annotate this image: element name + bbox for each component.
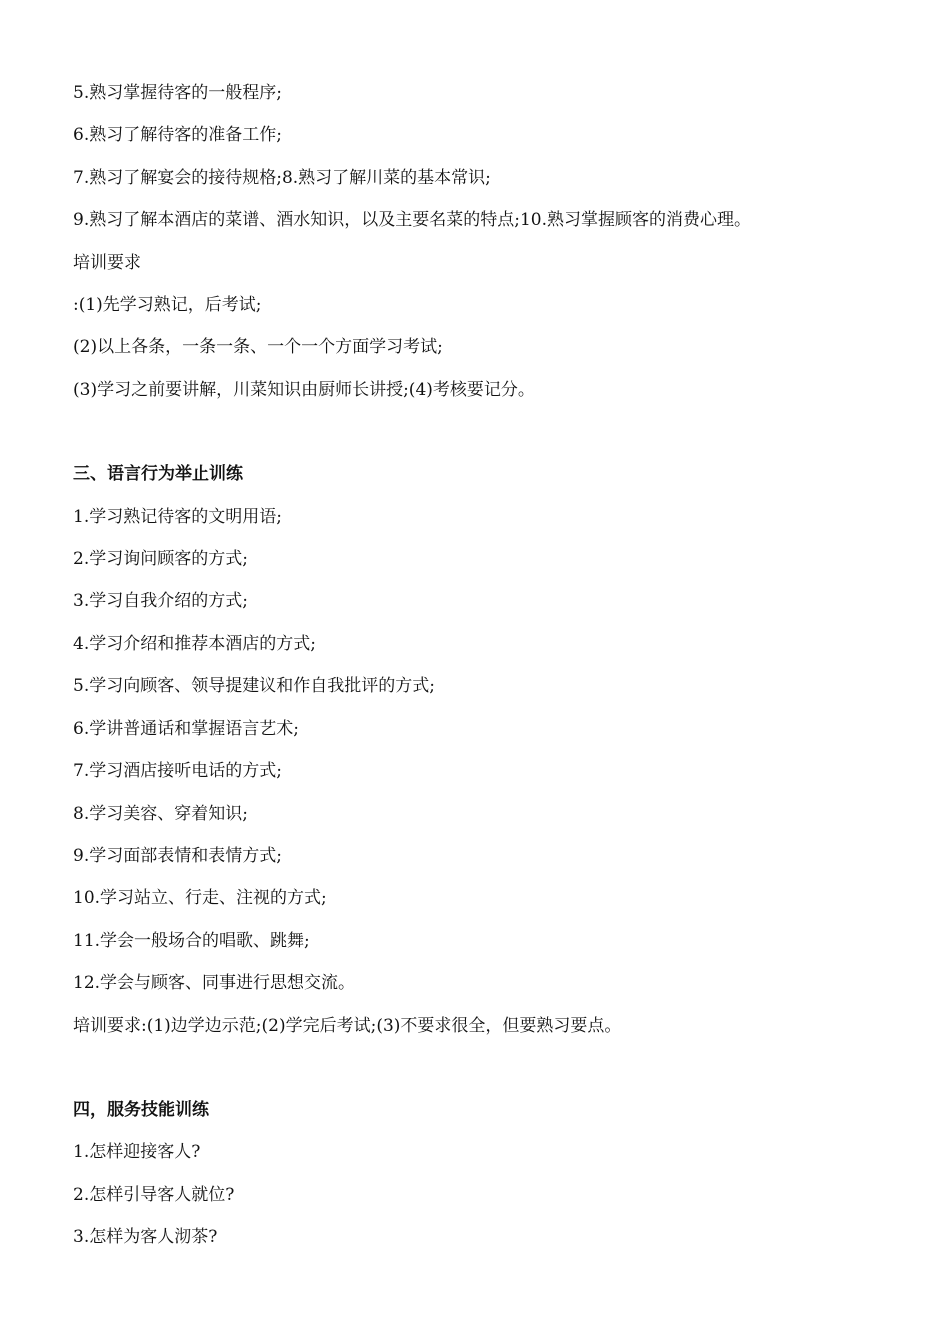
- list-item: 1.怎样迎接客人?: [73, 1142, 201, 1163]
- section-heading: 三、语言行为举止训练: [73, 464, 243, 485]
- section-4: [73, 1089, 893, 1259]
- section-spacer: [73, 411, 893, 453]
- list-item: 12.学会与顾客、同事进行思想交流。: [73, 973, 356, 994]
- list-item: 2.学习询问顾客的方式;: [73, 549, 248, 570]
- list-item: 11.学会一般场合的唱歌、跳舞;: [73, 930, 310, 951]
- list-item: 1.学习熟记待客的文明用语;: [73, 506, 282, 527]
- list-item: 7.学习酒店接听电话的方式;: [73, 761, 282, 782]
- list-item: 2.怎样引导客人就位?: [73, 1184, 235, 1205]
- list-item: 3.学习自我介绍的方式;: [73, 591, 248, 612]
- list-item: 3.怎样为客人沏茶?: [73, 1227, 218, 1248]
- section-3: [73, 453, 893, 1047]
- list-item: 5.熟习掌握待客的一般程序;: [73, 83, 282, 103]
- requirements-text: 培训要求:(1)边学边示范;(2)学完后考试;(3)不要求很全，但要熟习要点。: [73, 1015, 622, 1036]
- requirement-item: (2)以上各条，一条一条、一个一个方面学习考试;: [73, 337, 443, 358]
- list-item: 6.学讲普通话和掌握语言艺术;: [73, 718, 299, 739]
- section-heading: 四，服务技能训练: [73, 1099, 209, 1120]
- list-item: 6.熟习了解待客的准备工作;: [73, 125, 282, 146]
- list-item: 7.熟习了解宴会的接待规格;8.熟习了解川菜的基本常识;: [73, 167, 491, 188]
- requirement-item: (3)学习之前要讲解，川菜知识由厨师长讲授;(4)考核要记分。: [73, 379, 535, 400]
- list-item: 10.学习站立、行走、注视的方式;: [73, 888, 327, 909]
- list-item: 5.学习向顾客、领导提建议和作自我批评的方式;: [73, 676, 435, 697]
- list-item: 9.学习面部表情和表情方式;: [73, 845, 282, 866]
- requirements-label: 培训要求: [73, 252, 141, 273]
- list-item: 4.学习介绍和推荐本酒店的方式;: [73, 633, 316, 654]
- list-item: 8.学习美容、穿着知识;: [73, 803, 248, 824]
- document-page: [73, 72, 893, 1259]
- requirement-item: :(1)先学习熟记，后考试;: [73, 295, 262, 316]
- section-spacer: [73, 1047, 893, 1089]
- list-item: 9.熟习了解本酒店的菜谱、酒水知识，以及主要名菜的特点;10.熟习掌握顾客的消费心理。: [73, 210, 751, 231]
- section-2-continued: [73, 72, 893, 411]
